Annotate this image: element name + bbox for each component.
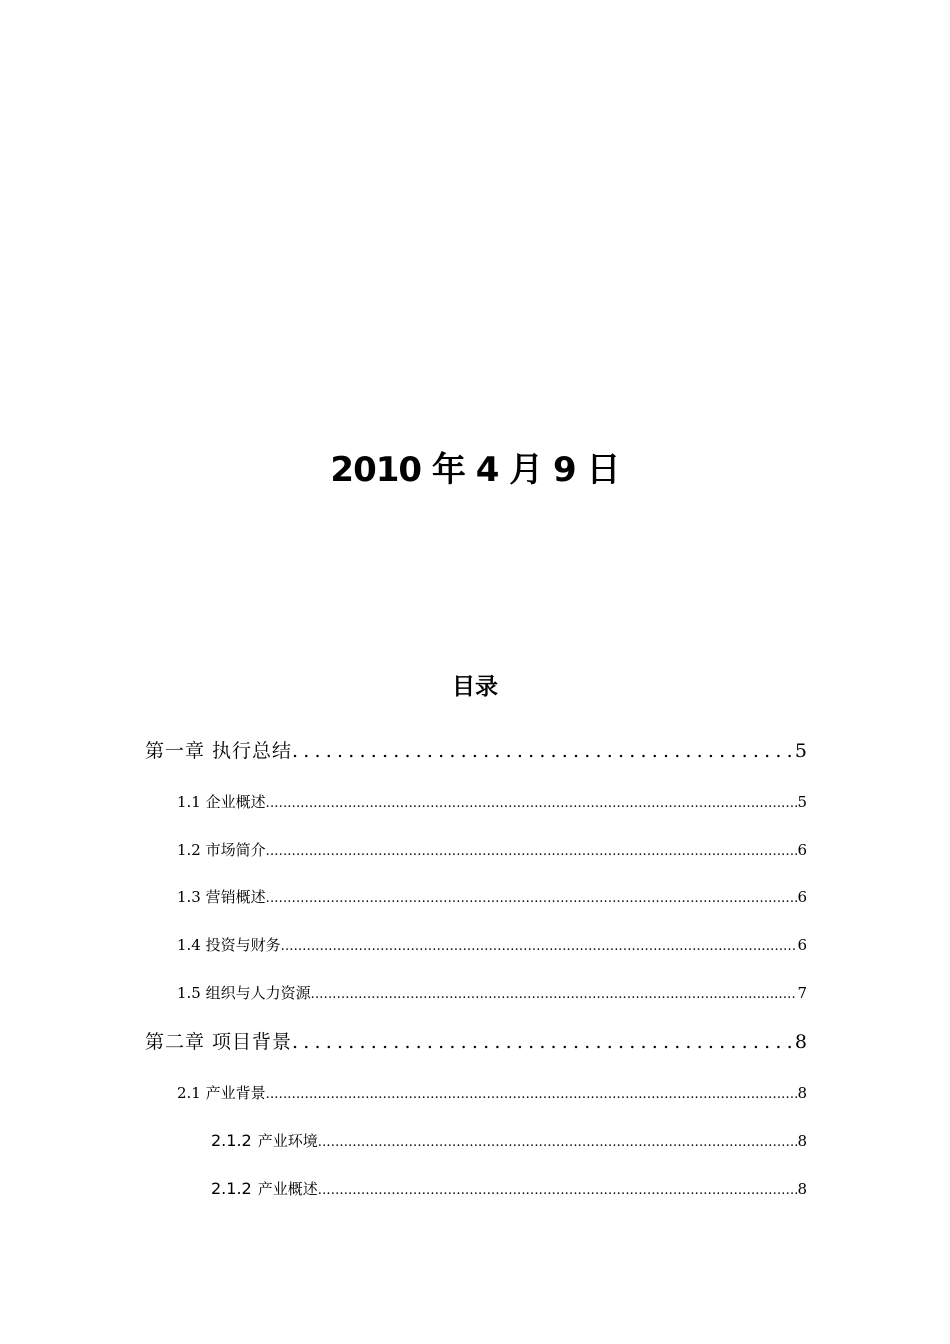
toc-entry-page: 6	[797, 888, 807, 906]
toc-entry-label: 1.5 组织与人力资源	[177, 984, 311, 1002]
toc-entry-1-3[interactable]	[177, 886, 807, 910]
toc-entry-page: 8	[797, 1084, 807, 1102]
dot-leader	[318, 1180, 798, 1202]
dot-leader	[311, 984, 798, 1006]
toc-entry-label	[211, 1178, 318, 1200]
toc-entry-label: 1.2 市场简介	[177, 841, 266, 859]
toc-entry-number: 2.1.2	[211, 1131, 252, 1150]
toc-entry-label: 2.1 产业背景	[177, 1084, 266, 1102]
toc-entry-label: 第二章 项目背景	[145, 1031, 293, 1053]
toc-entry-page: 6	[797, 841, 807, 859]
toc-entry-2-1[interactable]	[177, 1082, 807, 1106]
toc-entry-label	[211, 1130, 318, 1152]
dot-leader	[292, 737, 795, 765]
toc-entry-chapter-1[interactable]	[145, 737, 807, 765]
toc-title: 目录	[452, 674, 498, 700]
toc-entry-page: 8	[797, 1180, 807, 1198]
toc-entry-number: 2.1.2	[211, 1179, 252, 1198]
toc-entry-label: 1.3 营销概述	[177, 888, 266, 906]
dot-leader	[318, 1132, 798, 1154]
toc-entry-1-1[interactable]	[177, 791, 807, 815]
toc-entry-page: 7	[797, 984, 807, 1002]
dot-leader	[281, 936, 798, 958]
dot-leader	[266, 793, 798, 815]
toc-entry-2-1-2-overview[interactable]	[211, 1178, 807, 1202]
toc-entry-text: 产业环境	[257, 1132, 318, 1150]
toc-entry-1-4[interactable]	[177, 934, 807, 958]
toc-entry-page: 8	[794, 1031, 807, 1053]
toc-entry-label: 1.1 企业概述	[177, 793, 266, 811]
dot-leader	[266, 888, 798, 910]
toc-entry-1-2[interactable]	[177, 839, 807, 863]
toc-entry-2-1-2-environment[interactable]	[211, 1130, 807, 1154]
dot-leader	[292, 1028, 795, 1056]
toc-entry-1-5[interactable]	[177, 982, 807, 1006]
toc-entry-page: 6	[797, 936, 807, 954]
toc-entry-label: 第一章 执行总结	[145, 740, 293, 762]
toc-entry-chapter-2[interactable]	[145, 1028, 807, 1056]
toc-entry-page: 5	[794, 740, 807, 762]
toc-entry-page: 5	[797, 793, 807, 811]
dot-leader	[266, 1084, 798, 1106]
toc-entry-label: 1.4 投资与财务	[177, 936, 281, 954]
toc-entry-text: 产业概述	[257, 1180, 318, 1198]
dot-leader	[266, 841, 798, 863]
cover-date: 2010 年 4 月 9 日	[330, 450, 620, 490]
toc-entry-page: 8	[797, 1132, 807, 1150]
